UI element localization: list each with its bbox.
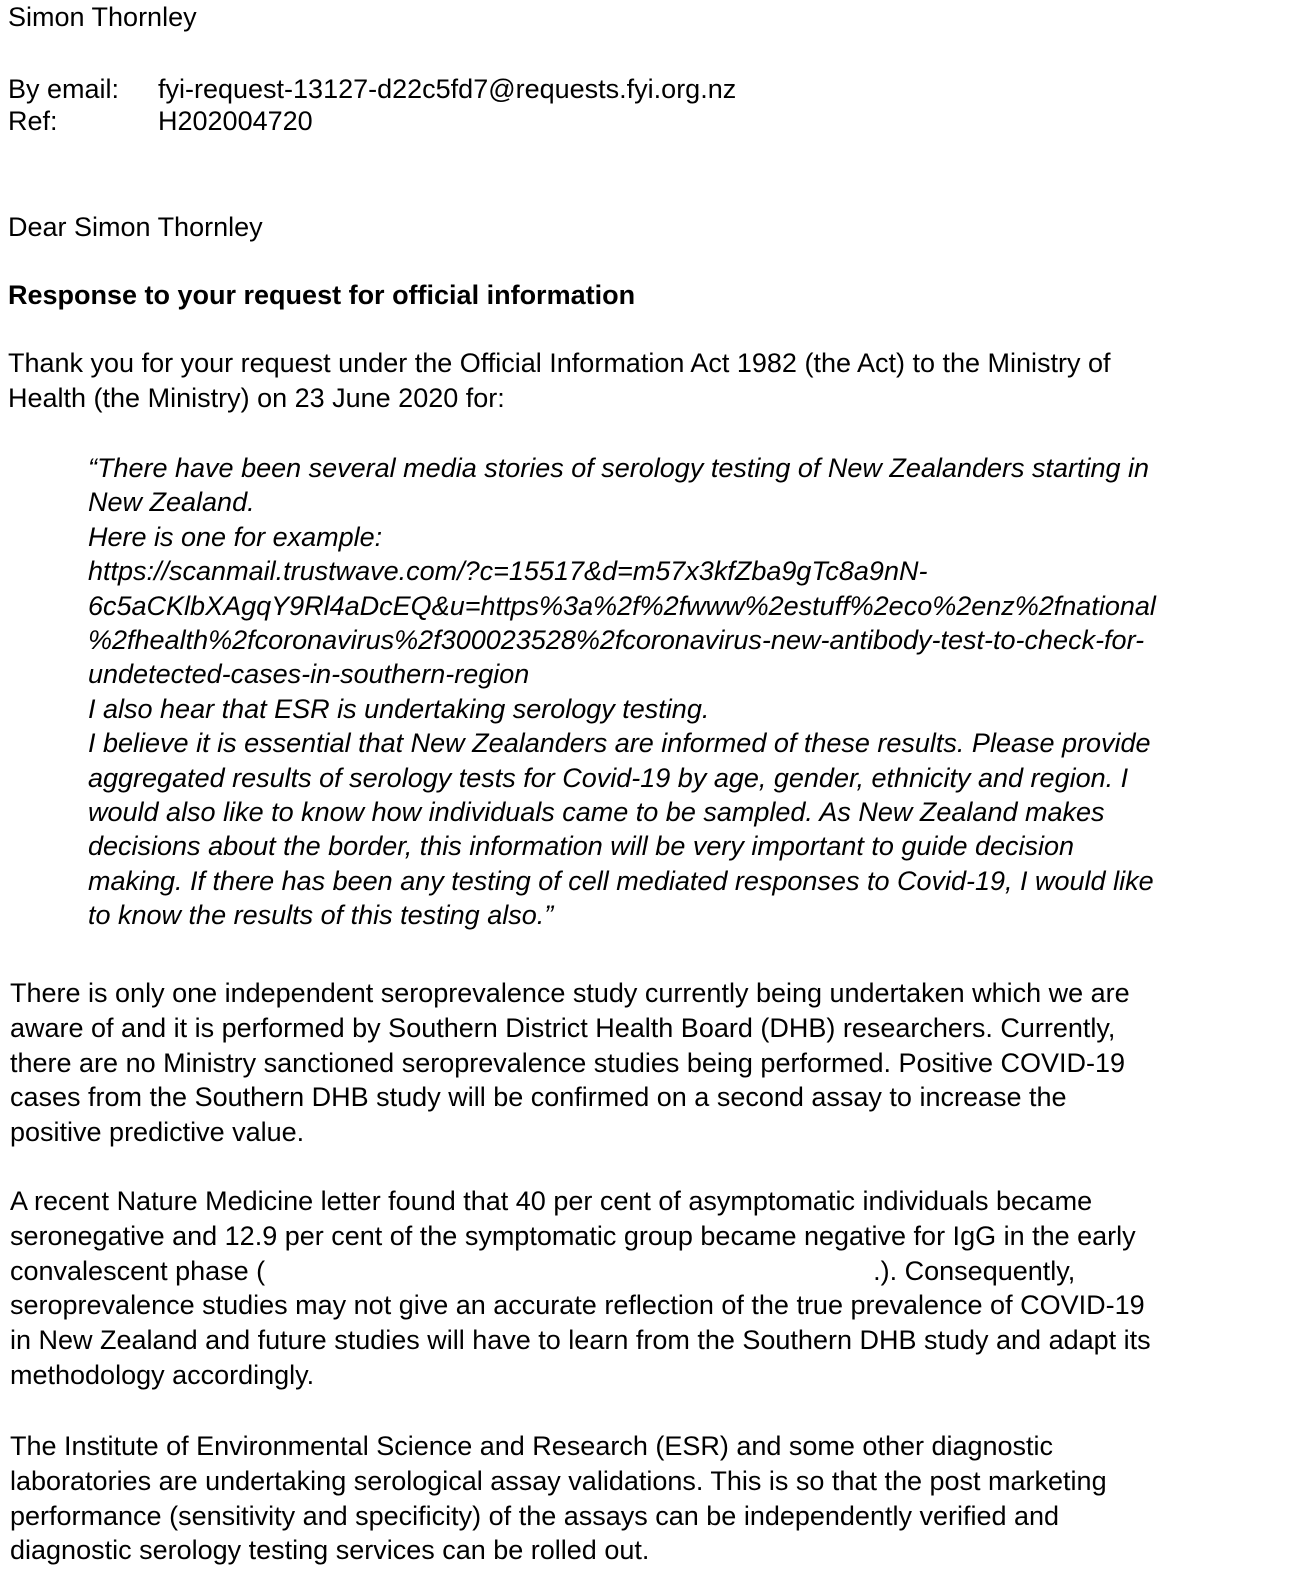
body-line: positive predictive value. <box>10 1117 305 1148</box>
body-text: .). Consequently, <box>873 1255 1076 1286</box>
body-line: aware of and it is performed by Southern District Health Board (DHB) researchers. Currently, <box>10 1012 1116 1043</box>
quote-line: 6c5aCKlbXAgqY9Rl4aDcEQ&u=https%3a%2f%2fwww%2estuff%2eco%2enz%2fnational <box>88 590 1156 621</box>
quote-line: to know the results of this testing also.” <box>88 900 554 931</box>
quote-line: I also hear that ESR is undertaking serology testing. <box>88 693 710 724</box>
intro-line: Thank you for your request under the Official Information Act 1982 (the Act) to the Ministry of <box>8 348 1111 378</box>
body-line: diagnostic serology testing services can be rolled out. <box>10 1535 650 1566</box>
salutation: Dear Simon Thornley <box>8 212 263 242</box>
quote-line: Here is one for example: <box>88 521 383 552</box>
nature-medicine-paragraph <box>10 1184 1300 1393</box>
email-label: By email: <box>8 74 120 104</box>
body-text: convalescent phase ( <box>10 1255 266 1286</box>
quote-line: making. If there has been any testing of cell mediated responses to Covid-19, I would like <box>88 865 1154 896</box>
seroprevalence-paragraph <box>10 976 1300 1150</box>
esr-paragraph <box>10 1429 1300 1568</box>
quote-line: “There have been several media stories of serology testing of New Zealanders starting in <box>88 453 1150 483</box>
body-line: seronegative and 12.9 per cent of the symptomatic group became negative for IgG in the early <box>10 1220 1136 1251</box>
recipient-name: Simon Thornley <box>8 2 197 32</box>
quote-line: decisions about the border, this information will be very important to guide decision <box>88 831 1075 862</box>
intro-paragraph <box>8 346 1298 416</box>
quote-line: I believe it is essential that New Zealanders are informed of these results. Please provide <box>88 728 1151 759</box>
intro-line: Health (the Ministry) on 23 June 2020 for: <box>8 382 505 413</box>
email-value: fyi-request-13127-d22c5fd7@requests.fyi.org.nz <box>158 74 737 104</box>
body-line: cases from the Southern DHB study will be confirmed on a second assay to increase the <box>10 1082 1067 1113</box>
body-line: The Institute of Environmental Science and Research (ESR) and some other diagnostic <box>10 1431 1054 1461</box>
request-quote <box>88 451 1156 933</box>
quote-line: %2fhealth%2fcoronavirus%2f300023528%2fcoronavirus-new-antibody-test-to-check-for- <box>88 625 1145 656</box>
body-line: there are no Ministry sanctioned seroprevalence studies being performed. Positive COVID-19 <box>10 1047 1126 1078</box>
quote-line: New Zealand. <box>88 487 255 518</box>
ref-label: Ref: <box>8 106 58 136</box>
quote-line: would also like to know how individuals came to be sampled. As New Zealand makes <box>88 797 1105 828</box>
body-line: A recent Nature Medicine letter found that 40 per cent of asymptomatic individuals became <box>10 1186 1093 1216</box>
quote-line: undetected-cases-in-southern-region <box>88 659 530 690</box>
ref-value: H202004720 <box>158 106 313 136</box>
body-line: There is only one independent seroprevalence study currently being undertaken which we are <box>10 978 1130 1008</box>
body-line: laboratories are undertaking serological assay validations. This is so that the post marketing <box>10 1465 1107 1496</box>
body-line-with-redaction <box>10 1254 1300 1289</box>
letter-heading: Response to your request for official information <box>8 280 636 310</box>
body-line: methodology accordingly. <box>10 1359 315 1390</box>
quote-line: https://scanmail.trustwave.com/?c=15517&d=m57x3kfZba9gTc8a9nN- <box>88 556 928 587</box>
body-line: seroprevalence studies may not give an accurate reflection of the true prevalence of COVID-19 <box>10 1290 1145 1321</box>
body-line: in New Zealand and future studies will have to learn from the Southern DHB study and adapt its <box>10 1325 1151 1356</box>
body-line: performance (sensitivity and specificity) of the assays can be independently verified and <box>10 1500 1060 1531</box>
quote-line: aggregated results of serology tests for Covid-19 by age, gender, ethnicity and region. I <box>88 762 1129 793</box>
